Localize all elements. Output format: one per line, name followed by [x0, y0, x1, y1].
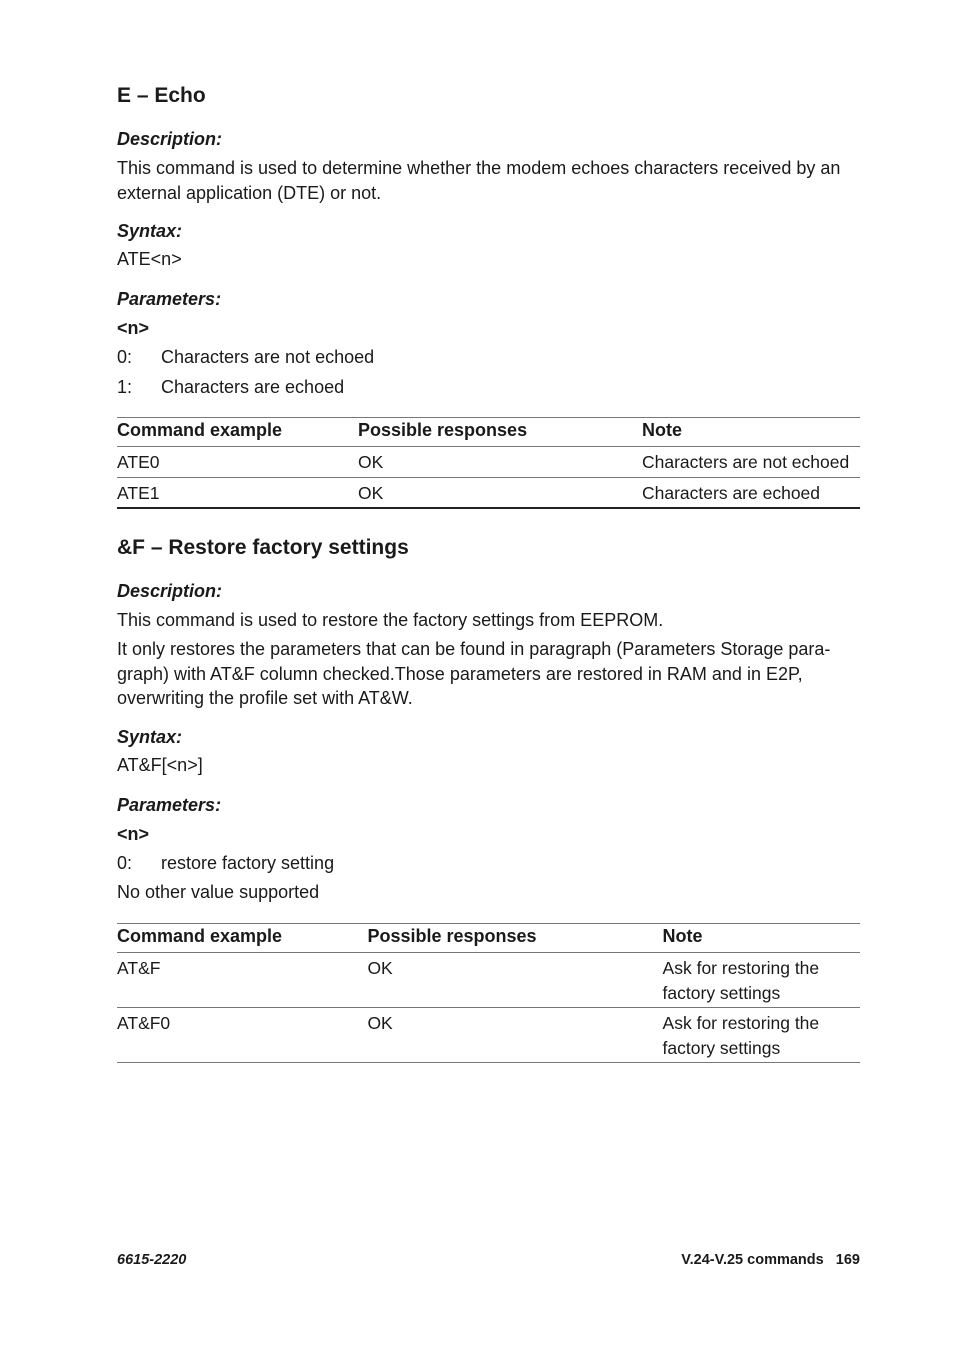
param-note: No other value supported: [117, 882, 320, 902]
column-header: Note: [642, 418, 860, 447]
table-row: [117, 953, 860, 1008]
syntax-label: Syntax:: [117, 221, 183, 241]
syntax-text: AT&F[<n>]: [117, 755, 203, 775]
table-cell: Characters are not echoed: [642, 447, 860, 478]
page-number: 169: [835, 1252, 860, 1268]
param-description: Characters are not echoed: [161, 347, 375, 367]
section-title-echo: E – Echo: [117, 84, 206, 107]
param-description: Characters are echoed: [161, 377, 345, 397]
command-table: [117, 417, 860, 509]
description-label: Description:: [117, 129, 223, 149]
table-cell: Ask for restoring the factory settings: [663, 1008, 860, 1063]
table-cell: Ask for restoring the factory settings: [663, 953, 860, 1008]
param-value: 0:: [117, 853, 133, 873]
param-name: <n>: [117, 824, 150, 844]
param-item: [117, 347, 374, 368]
table-cell: OK: [367, 1008, 662, 1063]
param-value: 0:: [117, 347, 133, 367]
column-header: Note: [663, 924, 860, 953]
syntax-label: Syntax:: [117, 727, 183, 747]
column-header: Command example: [117, 924, 367, 953]
description-text: This command is used to restore the factory settings from EEPROM.: [117, 610, 664, 630]
param-item: [117, 853, 334, 874]
syntax-text: ATE<n>: [117, 249, 182, 269]
column-header: Command example: [117, 418, 358, 447]
param-name: <n>: [117, 318, 150, 338]
param-value: 1:: [117, 377, 133, 397]
footer-doc-number: 6615-2220: [117, 1252, 187, 1268]
table-cell: AT&F0: [117, 1008, 367, 1063]
table-row: [117, 477, 860, 508]
parameters-label: Parameters:: [117, 795, 222, 815]
table-cell: OK: [367, 953, 662, 1008]
table-header-row: [117, 418, 860, 447]
column-header: Possible responses: [358, 418, 642, 447]
table-row: [117, 447, 860, 478]
table-cell: AT&F: [117, 953, 367, 1008]
footer-right: [681, 1252, 860, 1268]
table-cell: Characters are echoed: [642, 477, 860, 508]
table-cell: OK: [358, 447, 642, 478]
description-text: It only restores the parameters that can be found in paragraph (Parameters Storage para-graph) with AT&F column checked.Those parameters are restored in RAM and in E2P, overwriting the profile set with AT&W.: [117, 639, 831, 708]
column-header: Possible responses: [367, 924, 662, 953]
table-row: [117, 1008, 860, 1063]
description-label: Description:: [117, 581, 223, 601]
command-table: [117, 923, 860, 1063]
table-cell: ATE1: [117, 477, 358, 508]
table-cell: ATE0: [117, 447, 358, 478]
description-text: This command is used to determine whether the modem echoes characters received by an external application (DTE) or not.: [117, 158, 841, 203]
section-title-factory: &F – Restore factory settings: [117, 536, 409, 559]
table-header-row: [117, 924, 860, 953]
parameters-label: Parameters:: [117, 289, 222, 309]
footer-section: V.24-V.25 commands: [681, 1252, 824, 1268]
table-cell: OK: [358, 477, 642, 508]
param-description: restore factory setting: [161, 853, 335, 873]
param-item: [117, 377, 344, 398]
